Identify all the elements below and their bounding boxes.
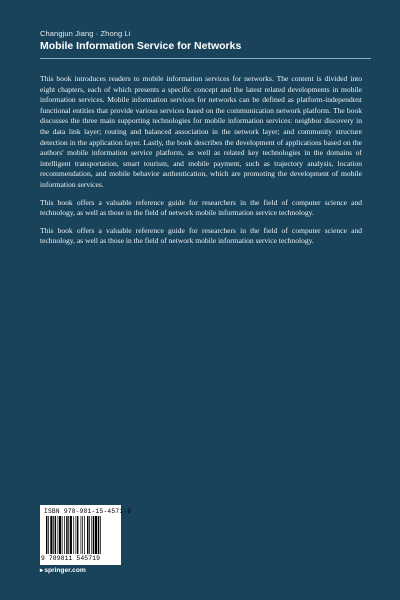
authors: Changjun Jiang · Zhong Li: [40, 29, 131, 38]
isbn-barcode-box: [40, 505, 132, 565]
publisher-link[interactable]: [40, 566, 86, 574]
divider: [40, 58, 371, 59]
barcode-image: [46, 516, 118, 554]
barcode-digits: 9 789811 545719: [41, 555, 101, 562]
blurb: [40, 74, 362, 254]
book-title: Mobile Information Service for Networks: [40, 40, 242, 52]
arrow-icon: ▸: [40, 567, 44, 574]
publisher-url: springer.com: [44, 567, 86, 574]
blurb-paragraph-1: This book introduces readers to mobile information services for networks. The content is divided into eight chapters, each of which presents a specific concept and the latest related developments in mobile information services. Mobile information services for networks can be defined as platform-independent functional entities that provide various services based on the communication network platform. The book discusses the three main supporting technologies for mobile information services: neighbor discovery in the data link layer; routing and balanced association in the network layer; and community structure detection in the application layer. Lastly, the book describes the development of applications based on the authors' mobile information service platform, as well as related key technologies in the domains of intelligent transportation, smart tourism, and mobile payment, such as trajectory analysis, location recommendation, and mobile behavior authentication, which are promoting the development of mobile information services.: [40, 74, 362, 189]
blurb-paragraph-2: This book offers a valuable reference guide for researchers in the field of computer science and technology, as well as those in the field of network mobile information service technology.: [40, 197, 362, 218]
isbn-label: ISBN 978-981-15-4571-9: [44, 508, 132, 515]
blurb-paragraph-3: This book offers a valuable reference guide for researchers in the field of computer science and technology, as well as those in the field of network mobile information service technology.: [40, 225, 362, 246]
